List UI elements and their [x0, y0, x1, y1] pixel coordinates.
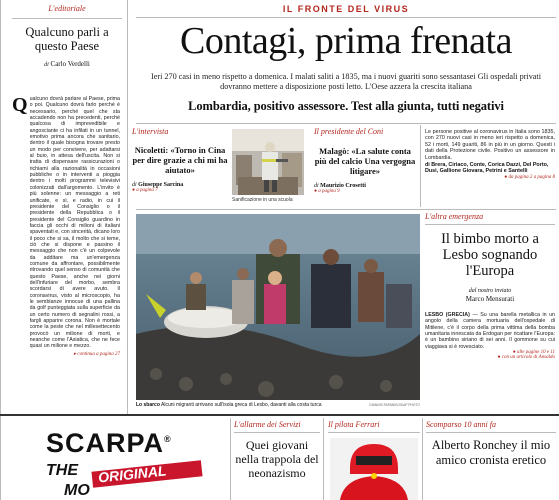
section-label: IL FRONTE DEL VIRUS: [282, 4, 410, 14]
lesbo-caption: [136, 402, 336, 408]
editoriale-continue-label: continua a pagina 27: [77, 351, 120, 357]
section-rule: [136, 17, 556, 18]
ultra-continue2-label: con un articolo di Ansaldo: [501, 355, 555, 361]
editoriale-rule: [12, 18, 122, 19]
ferrari-rule: [323, 418, 324, 500]
intervista-continue-label: a pagina 7: [136, 188, 158, 193]
scarpa-ad[interactable]: [36, 420, 226, 500]
ultra-body-city: LESBO (GRECIA): [425, 312, 470, 318]
ultra-headline[interactable]: Il bimbo morto a Lesbo sognando l'Europa: [441, 231, 539, 279]
coni-author-prefix: di: [314, 183, 319, 189]
ad-rule: [230, 418, 231, 500]
coni-kicker: Il presidente del Coni: [314, 127, 384, 136]
coni-continue[interactable]: ● a pagina 9: [314, 189, 340, 194]
allarme-title[interactable]: Quei giovani nella trappola del neonazismo: [235, 438, 319, 480]
main-rule: [136, 123, 556, 124]
main-subhead[interactable]: Lombardia, positivo assessore. Test alla giunta, tutti negativi: [188, 99, 504, 113]
editoriale-body: [12, 96, 120, 357]
ronchey-block: [426, 420, 556, 467]
ferrari-photo[interactable]: [330, 438, 418, 500]
lesbo-photo-art: [136, 214, 420, 400]
editoriale-text: ualcuno dovrà parlare al Paese, prima o poi. Qualcuno dovrà farlo perché è necessario, perché quel che sta accadendo non ha precedenti, perché qualcosa di imprevedibile e angosciante ci ha infilati in un tunnel, emotivo prima ancora che sanitario, dentro il quale bisogna trovare presto un modo per convivere, per adattarsi al buio, in attesa dell'uscita. Non si tratta di dispensare rassicurazioni o richiami alla razionalità in occasioni pubbliche o in interventi a pioggia dentro i molti programmi televisivi colonizzati dall'argomento. L'invito è più solenne: un messaggio a reti unificate, e sì, e radio, in cui il presidente del Consiglio o il presidente della Repubblica o il presidente del Consiglio guardino in faccia gli occhi di milioni di italiani spaventati e, con sincerità, dicano loro il poco che si sa, il molto che si teme, ciò che si dispone e passino il messaggio che non c'è un colpevole da additare ma un'emergenza comune da affrontare, possibilmente ritrovando quel senso di comunità che questo Paese, anche nei giorni dell'infuriare del morbo, sembra scordarsi di avere avuto. Il coronavirus, visto al microscopio, ha le sembianze innocue di una pallina da golf punteggiata sulla superficie da un certo numero di segnalini rossi, a fargli apparire corona. Non è mortale come la peste che nel millesettecento provocò un milione di morti, e neanche come l'Asiatica, che ne fece quasi un milione e mezzo.: [29, 96, 120, 350]
ferrari-photo-art: [330, 438, 418, 500]
column-rule: [127, 0, 128, 415]
coni-title[interactable]: Malagò: «La salute conta più del calcio Una vergogna litigare»: [314, 146, 416, 176]
scarpa-slogan3: MO: [64, 482, 90, 499]
coni-continue-label: a pagina 9: [318, 189, 340, 194]
stats-continue[interactable]: ● da pagina 2 a pagina 8: [504, 174, 555, 180]
stats-authors: di Brera, Ciriaco, Conte, Corica Dazzi, Del Porto, Dusi, Gallione Giovara, Petrini e Santelli: [425, 162, 549, 175]
lesbo-caption-bold: Lo sbarco: [136, 402, 160, 408]
editoriale-title[interactable]: Qualcuno parli a questo Paese: [25, 25, 109, 53]
sanificazione-photo-art: [232, 129, 304, 195]
ferrari-block: [328, 420, 420, 436]
allarme-rule: [234, 432, 320, 433]
stats-text: Le persone positive al coronavirus in Italia sono 1835, con 270 nuovi casi in meno ieri rispetto a domenica, 52 i morti, 149 guariti, 86 in più in un giorno. Questi i dati della Protezione civile. Positivo un assessore in Lombardia.: [425, 129, 555, 161]
editoriale-block: [12, 4, 122, 68]
ultra-block: [425, 212, 555, 360]
editoriale-dropcap: Q: [12, 94, 28, 116]
editoriale-continue[interactable]: ▸ continua a pagina 27: [73, 351, 120, 357]
stats-continue-label: da pagina 2 a pagina 8: [508, 174, 555, 180]
ultra-body-text: — Su una barella metallica in un angolo della camera mortuaria dell'ospedale di Mitilene, c'è il corpo della prima vittima della bomba umanitaria innescata da Erdogan per ricattare l'Europa: è un bambino siriano di sei anni. Il gommone su cui viaggiava si è rovesciato.: [425, 312, 555, 350]
ultra-body: [425, 312, 555, 350]
ronchey-rule: [422, 418, 423, 500]
ultra-continue[interactable]: ● alle pagine 10 e 11: [512, 350, 555, 356]
intervista-block: [132, 127, 228, 193]
intervista-author-name: Giuseppe Sarcina: [138, 182, 184, 188]
editoriale-author-prefix: di: [44, 62, 49, 68]
ultra-author-prefix: dal nostro inviato: [468, 288, 512, 294]
scarpa-slogan2: ORIGINAL: [97, 462, 168, 486]
ronchey-title[interactable]: Alberto Ronchey il mio amico cronista eretico: [431, 438, 551, 467]
mid-rule: [136, 209, 556, 210]
ultra-continue-label: alle pagine 10 e 11: [517, 350, 555, 356]
allarme-kicker: L'allarme dei Servizi: [234, 420, 301, 429]
intervista-author-prefix: di: [132, 182, 137, 188]
intervista-continue[interactable]: ● a pagina 7: [132, 188, 158, 193]
scarpa-brand: [46, 428, 172, 459]
ultra-author-name: Marco Mensurati: [465, 295, 515, 303]
ultra-rule: [425, 224, 555, 225]
stats-block: [425, 129, 555, 180]
scarpa-brand-text: SCARPA: [46, 428, 165, 458]
lesbo-photo[interactable]: [136, 214, 420, 400]
coni-author-name: Maurizio Crosetti: [320, 183, 366, 189]
left-edge-rule: [0, 0, 1, 500]
main-deck: Ieri 270 casi in meno rispetto a domenica. I malati saliti a 1835, ma i nuovi guariti sono sessantasei Gli ospedali privati dovranno mettere a disposizione posti letto. L'Oese azzera la crescita italiana: [151, 72, 541, 91]
ferrari-kicker: Il pilota Ferrari: [328, 420, 380, 429]
allarme-block: [234, 420, 320, 480]
stats-rule: [420, 125, 421, 207]
ferrari-kicker-rule: [328, 432, 420, 433]
lesbo-caption-text: Alcuni migranti arrivano sull'isola greca di Lesbo, davanti alla costa turca: [161, 402, 322, 408]
ultra-continue2[interactable]: ● con un articolo di Ansaldo: [497, 355, 555, 361]
ronchey-rule-line: [426, 432, 556, 433]
scarpa-reg: ®: [164, 434, 172, 444]
sanificazione-caption: Sanificazione in una scuola: [232, 197, 293, 203]
ultra-author: [425, 287, 555, 304]
scarpa-slogan1: THE: [46, 462, 78, 479]
lesbo-credit: GIANNIS PAPANIKOS/AP PHOTO: [369, 403, 420, 407]
editoriale-kicker: L'editoriale: [48, 4, 86, 13]
main-headline[interactable]: Contagi, prima frenata: [180, 20, 512, 62]
intervista-title[interactable]: Nicoletti: «Torno in Cina per dire grazie a chi mi ha aiutato»: [132, 145, 228, 175]
editoriale-author: [12, 60, 122, 68]
ultra-kicker: L'altra emergenza: [425, 212, 484, 221]
bottom-rule: [0, 414, 559, 416]
sanificazione-photo[interactable]: [232, 129, 304, 195]
intervista-kicker: L'intervista: [132, 127, 169, 136]
ronchey-kicker: Scomparso 10 anni fa: [426, 420, 496, 429]
coni-block: [314, 127, 416, 194]
editoriale-author-name: Carlo Verdelli: [50, 60, 90, 68]
